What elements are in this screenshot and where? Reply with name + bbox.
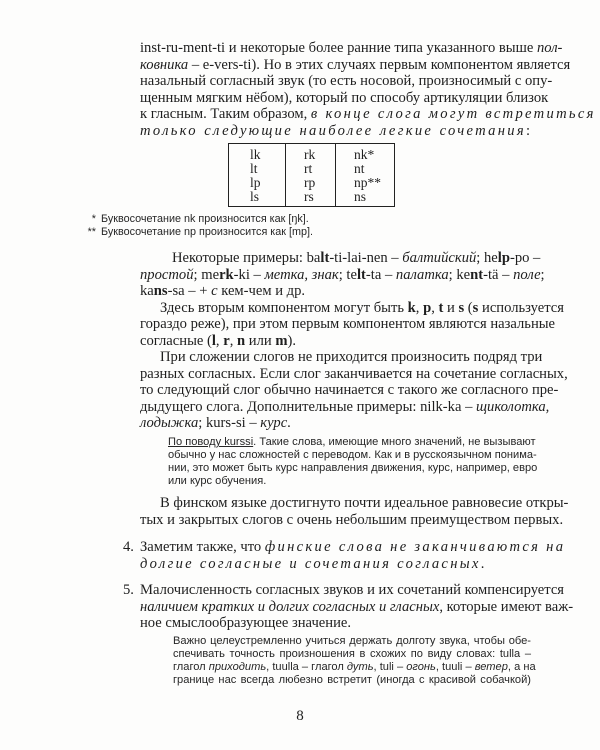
footnote-mark: *	[91, 213, 96, 225]
bold-text: r	[223, 333, 230, 349]
text-run: Некоторые примеры: ba	[172, 250, 321, 266]
list-number: 4.	[123, 539, 134, 555]
text-run: ,	[215, 333, 224, 349]
bold-text: n	[237, 333, 246, 349]
page-number: 8	[296, 708, 304, 724]
text-run: Малочисленность согласных звуков и их сочетаний компенсируется	[140, 582, 565, 598]
spaced-emphasis-text: долгие согласные и сочетания согласных	[140, 556, 481, 572]
italic-text: ветер	[474, 661, 508, 673]
italic-text: лодыжка	[140, 415, 199, 431]
text-run: назальный согласный звук (то есть носовой, произносимый с опу-	[140, 73, 553, 89]
underlined-text: По поводу kurssi	[168, 436, 254, 448]
italic-text: метка, знак	[264, 267, 339, 283]
bold-text: lt	[320, 250, 330, 266]
text-run: гораздо реже), при этом первым компонентом являются назальные	[140, 316, 556, 332]
text-run: границе нас всегда любезно встретит (иногда с красивой собачкой)	[173, 674, 531, 686]
paragraph-1-line	[140, 39, 563, 57]
text-run: разных согласных. Если слог заканчивается на сочетание согласных,	[140, 366, 568, 382]
paragraph-1-line	[140, 122, 530, 140]
text-run: то следующий слог обычно начинается с такого же согласного пре-	[140, 382, 559, 398]
italic-text: простой	[140, 267, 194, 283]
list-number: 5.	[123, 582, 134, 598]
text-run: нии, это может быть курс направления движения, курс, например, евро	[168, 462, 538, 474]
paragraph-5-line	[140, 511, 564, 529]
note-1-line	[168, 462, 538, 475]
list-item-5-line	[140, 614, 530, 632]
text-run: ,	[415, 300, 424, 316]
text-run: или курс обучения.	[168, 475, 267, 487]
note-2-line	[173, 661, 536, 674]
text-run: щенным мягким нёбом), который по способу артикуляции близок	[140, 90, 549, 106]
bold-text: l	[211, 333, 216, 349]
note-2-line	[173, 674, 531, 687]
table-cell: lp	[250, 175, 261, 190]
text-run: .	[287, 415, 291, 431]
text-run: ;	[540, 267, 545, 283]
text-run: -tä –	[483, 267, 514, 283]
text-run: (	[464, 300, 473, 316]
text-run: тых и закрытых слогов с очень небольшим преимуществом первых.	[140, 512, 564, 528]
bold-text: s	[472, 300, 479, 316]
text-run: – e-vers-ti). Но в этих случаях первым компонентом является	[188, 57, 571, 73]
text-run: -ki –	[233, 267, 265, 283]
list-item-5-line	[140, 581, 565, 599]
bold-text: rk	[219, 267, 234, 283]
text-run: спечивать точность произношения в схожих по виду словах: tulla –	[173, 648, 531, 660]
paragraph-4-line	[160, 348, 543, 366]
italic-text: приходить	[208, 661, 267, 673]
footnote-text: Буквосочетание nk произносится как [ŋk].	[101, 213, 309, 225]
italic-text: наличием кратких и долгих согласных и гласных	[140, 599, 440, 615]
text-run: обычно у нас сложностей с переводом. Как и в русскоязычном понима-	[168, 449, 537, 461]
text-run: -sa – +	[167, 283, 212, 299]
table-cell: rs	[304, 189, 314, 204]
text-run: , которые имеют важ-	[439, 599, 574, 615]
spaced-emphasis-text: только следующие наиболее легкие сочетания	[140, 123, 526, 139]
italic-text: огонь	[406, 661, 436, 673]
table-cell: nt	[354, 161, 365, 176]
text-run: используется	[478, 300, 564, 316]
bold-text: lt	[356, 267, 366, 283]
table-cell: rk	[304, 147, 316, 162]
bold-text: k	[407, 300, 416, 316]
paragraph-2-line	[140, 282, 530, 300]
text-run: . Такие слова, имеющие много значений, не вызывают	[253, 436, 536, 448]
note-1-line	[168, 436, 536, 449]
text-run: ; kurs-si –	[198, 415, 261, 431]
footnote-text: Буквосочетание np произносится как [mp].	[101, 226, 313, 238]
table-cell: ns	[354, 189, 367, 204]
bold-text: m	[275, 333, 288, 349]
text-run: -ta –	[365, 267, 396, 283]
footnote-mark: **	[87, 226, 96, 238]
text-run: Важно целеустремленно учиться держать долготу звука, чтобы обе-	[173, 635, 531, 647]
text-run: согласные (	[140, 333, 212, 349]
text-run: -po –	[509, 250, 541, 266]
table-cell: rp	[304, 175, 316, 190]
italic-text: балтийский	[402, 250, 477, 266]
list-item-4-line	[140, 555, 530, 573]
text-run: :	[525, 123, 530, 139]
spaced-emphasis-text: финские слова не заканчиваются на	[264, 539, 566, 555]
text-run: При сложении слогов не приходится произносить подряд три	[160, 349, 543, 365]
table-cell: lk	[250, 147, 261, 162]
paragraph-1-line	[140, 72, 553, 90]
text-run: ; te	[338, 267, 357, 283]
text-run: Заметим также, что	[140, 539, 265, 555]
table-cell: lt	[250, 161, 258, 176]
bold-text: p	[423, 300, 432, 316]
italic-text: поле	[513, 267, 541, 283]
note-1-line	[168, 475, 531, 488]
text-run: Здесь вторым компонентом могут быть	[160, 300, 408, 316]
note-1-line	[168, 449, 537, 462]
text-run: ; me	[193, 267, 220, 283]
bold-text: s	[458, 300, 465, 316]
text-run: кем-чем и др.	[217, 283, 306, 299]
table-cell: nk*	[354, 147, 375, 162]
text-run: , tuulla – глагол	[266, 661, 347, 673]
note-2-line	[173, 648, 531, 661]
bold-text: ns	[153, 283, 168, 299]
text-run: -ti-lai-nen –	[329, 250, 403, 266]
paragraph-2-line	[172, 249, 541, 267]
text-run: ; ke	[448, 267, 471, 283]
table-cell: ls	[250, 189, 260, 204]
text-run: дыдущего слога. Дополнительные примеры: nilk-ka –	[140, 399, 477, 415]
table-cell: np**	[354, 175, 381, 190]
text-run: ,	[431, 300, 439, 316]
note-2-line	[173, 635, 531, 648]
paragraph-4-line	[140, 381, 559, 399]
italic-text: щиколотка,	[476, 399, 550, 415]
paragraph-1-line	[140, 105, 596, 123]
list-item-4-line	[140, 538, 566, 556]
text-run: ; he	[476, 250, 498, 266]
paragraph-4-line	[140, 414, 530, 432]
paragraph-3-line	[140, 315, 556, 333]
bold-text: nt	[470, 267, 484, 283]
italic-text: пол-	[536, 40, 563, 56]
text-run: глагол	[173, 661, 209, 673]
table-divider	[285, 144, 286, 206]
italic-text: курс	[260, 415, 288, 431]
italic-text: ковника	[140, 57, 189, 73]
spaced-emphasis-text: в конце слога могут встретиться	[310, 106, 596, 122]
bold-text: lp	[497, 250, 510, 266]
text-run: ka	[140, 283, 154, 299]
text-run: к гласным. Таким образом,	[140, 106, 311, 122]
text-run: , tuli –	[373, 661, 407, 673]
text-run: , а на	[507, 661, 536, 673]
text-run: ное смыслообразующее значение.	[140, 615, 352, 631]
text-run: В финском языке достигнуто почти идеальное равновесие откры-	[160, 495, 569, 511]
italic-text: с	[211, 283, 218, 299]
text-run: inst-ru-ment-ti и некоторые более ранние типа указанного выше	[140, 40, 537, 56]
italic-text: палатка	[395, 267, 449, 283]
text-run: ).	[287, 333, 297, 349]
italic-text: дуть	[346, 661, 374, 673]
text-run: и	[443, 300, 459, 316]
paragraph-5-line	[160, 494, 569, 512]
text-run: , tuuli –	[435, 661, 475, 673]
table-cell: rt	[304, 161, 313, 176]
text-run: или	[245, 333, 276, 349]
text-run: ,	[229, 333, 237, 349]
table-divider	[335, 144, 336, 206]
text-run: .	[480, 556, 485, 572]
bold-text: t	[438, 300, 444, 316]
